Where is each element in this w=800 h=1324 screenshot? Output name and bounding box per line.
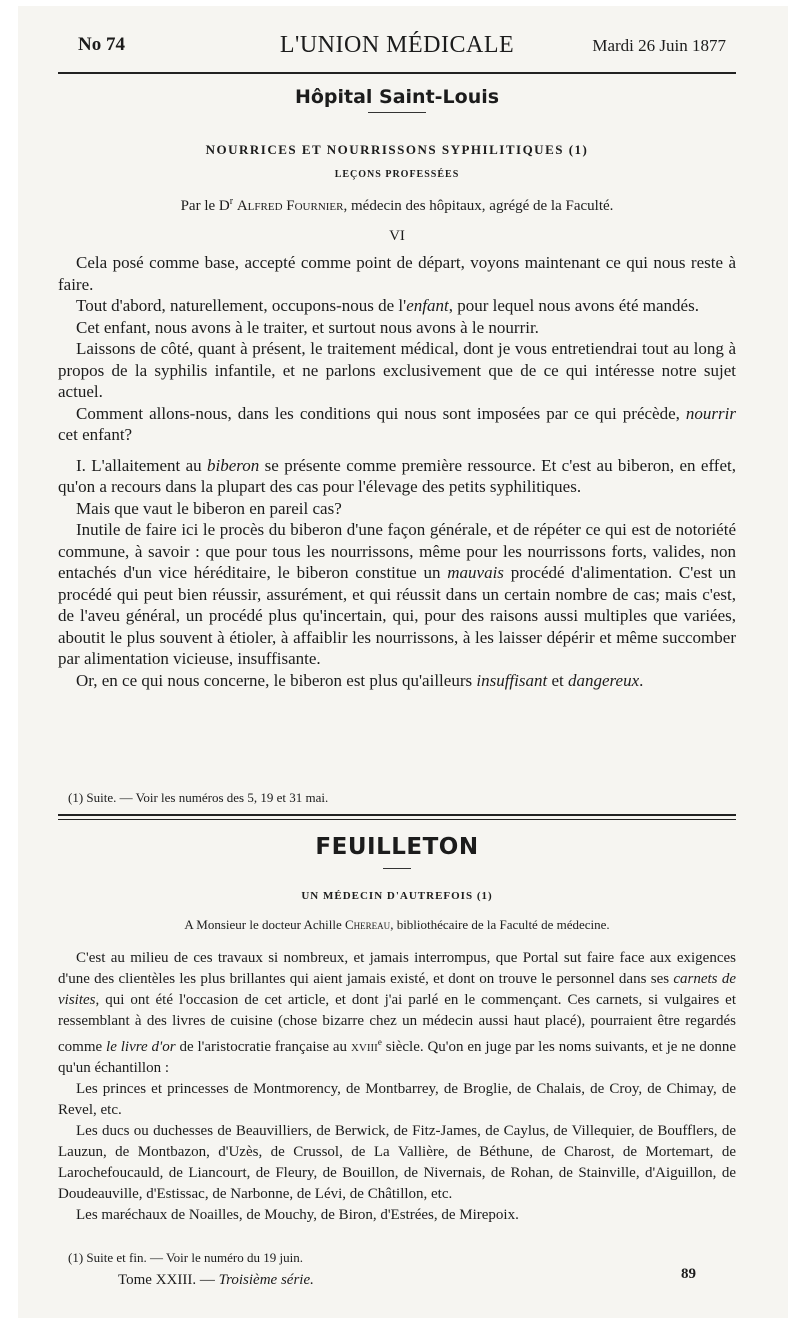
chapter-number: VI xyxy=(389,228,405,244)
paragraph: Les ducs ou duchesses de Beauvilliers, de Berwick, de Fitz-James, de Caylus, de Villequier, de Boufflers, de Lauzun, de Montbazon, d'Uzès, de Crussol, de La Vallière, de Béthune, de Charost, de Mortemart, de Larochefoucauld, de Liancourt, de Fleury, de Bouillon, de Nivernais, de Rohan, de Stainville, d'Aiguillon, de Doudeauville, d'Estissac, de Narbonne, de Lévi, de Châtillon, etc. xyxy=(58,1123,736,1202)
header-rule xyxy=(58,72,736,74)
paragraph: Tout d'abord, naturellement, occupons-nous de l'enfant, pour lequel nous avons été mandés. xyxy=(76,296,699,315)
feuilleton-subtitle: UN MÉDECIN D'AUTREFOIS (1) xyxy=(301,890,493,902)
feuilleton-body xyxy=(58,948,736,1226)
article-footnote: (1) Suite. — Voir les numéros des 5, 19 et 31 mai. xyxy=(68,790,329,805)
article-body xyxy=(58,252,736,691)
author-name: Alfred Fournier xyxy=(236,198,344,214)
paragraph: Cet enfant, nous avons à le traiter, et surtout nous avons à le nourrir. xyxy=(76,317,539,337)
paragraph: Les maréchaux de Noailles, de Mouchy, de Biron, d'Estrées, de Mirepoix. xyxy=(76,1207,519,1223)
paragraph: Or, en ce qui nous concerne, le biberon est plus qu'ailleurs insuffisant et dangereux. xyxy=(76,670,644,690)
feuilleton-rule-thin xyxy=(58,819,736,820)
issue-date: Mardi 26 Juin 1877 xyxy=(592,36,726,55)
paragraph: Inutile de faire ici le procès du biberon d'une façon générale, et de répéter ce qui est de notoriété commune, à savoir : que pour tous les nourrissons, même pour les nourrissons forts, valides, non entachés d'un vice héréditaire, le biberon constitue un mauvais procédé d'alimentation. C'est un procédé qui peut bien réussir, assurément, et qui réussit dans un certain nombre de cas; mais c'est, de l'aveu général, un procédé plus qu'incertain, qui, pour des raisons aussi multiples que variées, aboutit le plus souvent à étioler, à affaiblir les nourrissons, à les laisser dépérir et même succomber par alimentation vicieuse, insuffisante. xyxy=(58,520,736,668)
masthead xyxy=(58,34,736,64)
feuilleton-footnote: (1) Suite et fin. — Voir le numéro du 19 juin. xyxy=(68,1250,303,1265)
volume-info: Tome XXIII. — Troisième série. xyxy=(118,1272,314,1288)
byline: Par le $D^r$ Alfred Fournier, médecin des hôpitaux, agrégé de la Faculté. xyxy=(180,196,614,214)
paragraph: C'est au milieu de ces travaux si nombreux, et jamais interrompus, que Portal sut faire face aux exigences d'une des clientèles les plus brillantes qui aient jamais existé, et dont on trouve le personnel dans ses carnets de visites, qui ont été l'occasion de cet article, et dont j'ai parlé en le commençant. Ces carnets, si vulgaires et ressemblant à des livres de cuisine (chose bizarre chez un médecin aussi haut placé), pourraient être regardés comme le livre d'or de l'aristocratie française au xviii$^e$ siècle. Qu'on en juge par les noms suivants, et je ne donne qu'un échantillon : xyxy=(58,950,736,1076)
journal-title: L'UNION MÉDICALE xyxy=(279,32,515,58)
paragraph: Laissons de côté, quant à présent, le traitement médical, dont je vous entretiendrai tout au long à propos de la syphilis infantile, et ne parlons exclusivement que de ce qui intéresse notre sujet actuel. xyxy=(58,339,736,401)
hospital-heading: Hôpital Saint-Louis xyxy=(294,86,500,108)
issue-number: No 74 xyxy=(78,34,125,55)
paragraph: I. L'allaitement au biberon se présente comme première ressource. Et c'est au biberon, en effet, qu'on a recours dans la plupart des cas pour l'élevage des petits syphilitiques. xyxy=(58,455,736,496)
feuilleton-rule xyxy=(58,814,736,816)
heading-rule xyxy=(368,112,426,113)
feuilleton-title: FEUILLETON xyxy=(315,834,479,860)
newspaper-page xyxy=(18,6,788,1318)
lectures-subtitle: LEÇONS PROFESSÉES xyxy=(334,169,460,180)
paragraph: Comment allons-nous, dans les conditions qui nous sont imposées par ce qui précède, nourrir cet enfant? xyxy=(58,403,736,444)
section-title: NOURRICES ET NOURRISSONS SYPHILITIQUES (1) xyxy=(205,142,589,157)
title-dash xyxy=(383,868,411,869)
paragraph: Mais que vaut le biberon en pareil cas? xyxy=(76,498,342,518)
paragraph: Cela posé comme base, accepté comme point de départ, voyons maintenant ce qui nous reste à faire. xyxy=(58,253,736,294)
page-number: 89 xyxy=(681,1266,696,1282)
dedication: A Monsieur le docteur Achille Chereau, bibliothécaire de la Faculté de médecine. xyxy=(184,917,610,932)
paragraph: Les princes et princesses de Montmorency, de Montbarrey, de Broglie, de Chalais, de Croy, de Chimay, de Revel, etc. xyxy=(58,1081,736,1118)
